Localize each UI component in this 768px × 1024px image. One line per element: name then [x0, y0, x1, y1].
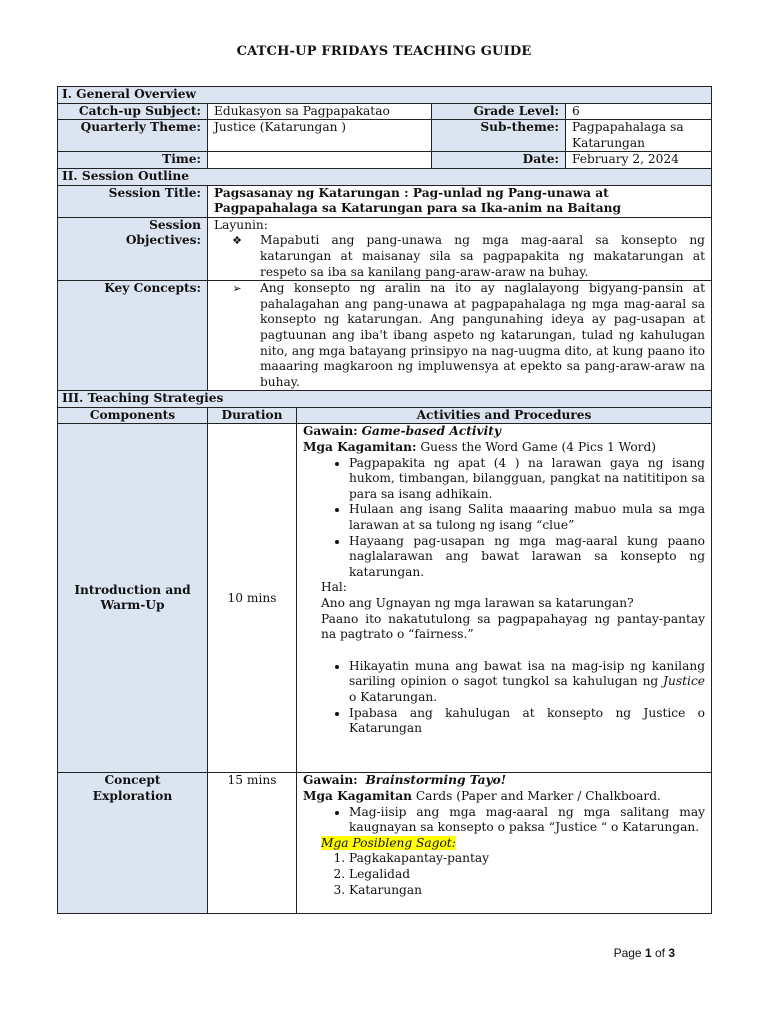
kagamitan-value: Cards (Paper and Marker / Chalkboard. — [415, 789, 661, 804]
page-number — [614, 946, 675, 960]
possible-answers-label: Mga Posibleng Sagot: — [321, 835, 456, 850]
subject-value: Edukasyon sa Pagpapakatao — [208, 103, 432, 120]
key-concepts-text: Ang konsepto ng aralin na ito ay naglalayong bigyang-pansin at pahalagahan ang pang-unawa at pagpapahalaga ng mga mag-aaral sa konsepto ng katarungan. Ang pangunahing ideya ay pag-usapan at pagtuunan ang iba't ibang aspeto ng katarungan, tulad ng kahulugan nito, ang mga batayang prinsipyo na nag-uugma dito, at kung paano ito maaaring magkaroon ng impluwensya at epekto sa pang-araw-araw na buhay. — [260, 281, 705, 389]
grade-label: Grade Level: — [432, 103, 566, 120]
key-concepts-label: Key Concepts: — [58, 281, 208, 391]
list-item: • Ipabasa ang kahulugan at konsepto ng Justice o Katarungan — [349, 706, 705, 737]
kagamitan-value: Guess the Word Game (4 Pics 1 Word) — [420, 440, 657, 455]
document-title: CATCH-UP FRIDAYS TEACHING GUIDE — [236, 44, 532, 59]
session-outline-row — [58, 168, 712, 185]
concept-row — [58, 773, 712, 914]
session-title-label: Session Title: — [58, 185, 208, 217]
intro-gawain — [303, 424, 705, 440]
bullet-4-start: Hikayatin muna ang bawat isa na mag-isip ng kanilang sariling opinion o sagot tungkol sa kahulugan ng — [349, 658, 705, 689]
introduction-component — [58, 424, 208, 773]
session-outline-heading: II. Session Outline — [58, 168, 712, 185]
activities-header: Activities and Procedures — [297, 407, 712, 424]
page-of: of — [651, 946, 669, 960]
current-page: 1 — [644, 946, 652, 960]
concept-bullet-list — [303, 805, 705, 836]
list-item: 1. Pagkakapantay-pantay — [349, 851, 705, 867]
subject-label: Catch-up Subject: — [58, 103, 208, 120]
grade-value: 6 — [566, 103, 712, 120]
hal-label: Hal: — [321, 580, 347, 595]
list-item: 3. Katarungan — [349, 883, 705, 899]
answers-list — [303, 851, 705, 898]
time-value — [208, 152, 432, 169]
date-value: February 2, 2024 — [566, 152, 712, 169]
objectives-label-line-1: Session — [149, 217, 201, 232]
gawain-value: Game-based Activity — [361, 424, 501, 439]
date-label: Date: — [432, 152, 566, 169]
session-objectives-label — [58, 217, 208, 280]
objective-text: Mapabuti ang pang-unawa ng mga mag-aaral sa konsepto ng katarungan at maisanay sila sa pagpapakita ng makatarungan at respeto sa iba sa kanilang pang-araw-araw na buhay. — [260, 233, 705, 279]
question-1: Ano ang Ugnayan ng mga larawan sa katarungan? — [321, 596, 634, 610]
general-overview-heading: I. General Overview — [58, 87, 712, 104]
list-item: • Hulaan ang isang Salita maaaring mabuo mula sa mga larawan at sa tulong ng isang “clue” — [349, 502, 705, 533]
list-item: 2. Legalidad — [349, 867, 705, 883]
intro-bullet-list — [303, 456, 705, 581]
introduction-row — [58, 424, 712, 773]
gawain-label: Gawain: — [303, 773, 358, 788]
kagamitan-label: Mga Kagamitan: — [303, 440, 417, 455]
concept-component-line-1: Concept — [104, 773, 161, 788]
concept-kagamitan — [303, 789, 705, 805]
total-pages: 3 — [668, 946, 675, 960]
theme-row — [58, 120, 712, 152]
time-label: Time: — [58, 152, 208, 169]
question-2: Paano ito nakatutulong sa pagpapahayag ng pantay-pantay na pagtrato o “fairness.” — [321, 611, 705, 642]
teaching-strategies-heading: III. Teaching Strategies — [58, 391, 712, 408]
concept-duration: 15 mins — [208, 773, 297, 914]
diamond-bullet-icon: ❖ — [232, 234, 242, 248]
arrow-bullet-icon: ➢ — [232, 282, 242, 296]
components-header: Components — [58, 407, 208, 424]
subtheme-label: Sub-theme: — [432, 120, 566, 152]
bullet-4-end: o Katarungan. — [349, 689, 438, 704]
teaching-guide-table — [57, 86, 712, 914]
intro-bullet-list-2 — [303, 659, 705, 737]
key-concepts-row — [58, 281, 712, 391]
session-objectives-value — [208, 217, 712, 280]
concept-activities — [297, 773, 712, 914]
kagamitan-label: Mga Kagamitan — [303, 789, 412, 804]
general-overview-row — [58, 87, 712, 104]
session-title-row — [58, 185, 712, 217]
list-item: • Pagpapakita ng apat (4 ) na larawan gaya ng isang hukom, timbangan, bilangguan, pangkat na natititipon sa para sa isang adhikain. — [349, 456, 705, 503]
session-objectives-row — [58, 217, 712, 280]
subtheme-value: Pagpapahalaga sa Katarungan — [566, 120, 712, 152]
intro-component-line-2: Warm-Up — [100, 598, 165, 613]
teaching-strategies-row — [58, 391, 712, 408]
session-title-value: Pagsasanay ng Katarungan : Pag-unlad ng Pang-unawa at Pagpapahalaga sa Katarungan para sa Ika-anim na Baitang — [208, 185, 712, 217]
concept-gawain — [303, 773, 705, 789]
theme-label: Quarterly Theme: — [58, 120, 208, 152]
introduction-activities — [297, 424, 712, 773]
gawain-label: Gawain: — [303, 424, 358, 439]
concept-component-line-2: Exploration — [92, 789, 173, 804]
introduction-duration: 10 mins — [208, 424, 297, 773]
duration-header: Duration — [208, 407, 297, 424]
possible-answers-heading — [303, 836, 705, 852]
bullet-4-italic: Justice — [663, 674, 705, 689]
theme-value: Justice (Katarungan ) — [208, 120, 432, 152]
concept-component — [58, 773, 208, 914]
objectives-label-line-2: Objectives: — [125, 233, 201, 248]
key-concepts-value — [208, 281, 712, 391]
list-item: • Mag-iisip ang mga mag-aaral ng mga salitang may kaugnayan sa konsepto o paksa “Justice “ o Katarungan. — [349, 805, 705, 836]
list-item — [349, 659, 705, 706]
key-concept-item — [214, 281, 705, 390]
intro-kagamitan — [303, 440, 705, 456]
time-row — [58, 152, 712, 169]
subject-row — [58, 103, 712, 120]
gawain-value: Brainstorming Tayo! — [365, 773, 507, 788]
objective-item — [214, 233, 705, 280]
list-item: • Hayaang pag-usapan ng mga mag-aaral kung paano naglalarawan ang bawat larawan sa konsepto ng katarungan. — [349, 534, 705, 581]
objectives-intro: Layunin: — [214, 217, 268, 232]
intro-component-line-1: Introduction and — [74, 582, 191, 597]
page-prefix: Page — [613, 946, 645, 960]
strategies-header-row — [58, 407, 712, 424]
